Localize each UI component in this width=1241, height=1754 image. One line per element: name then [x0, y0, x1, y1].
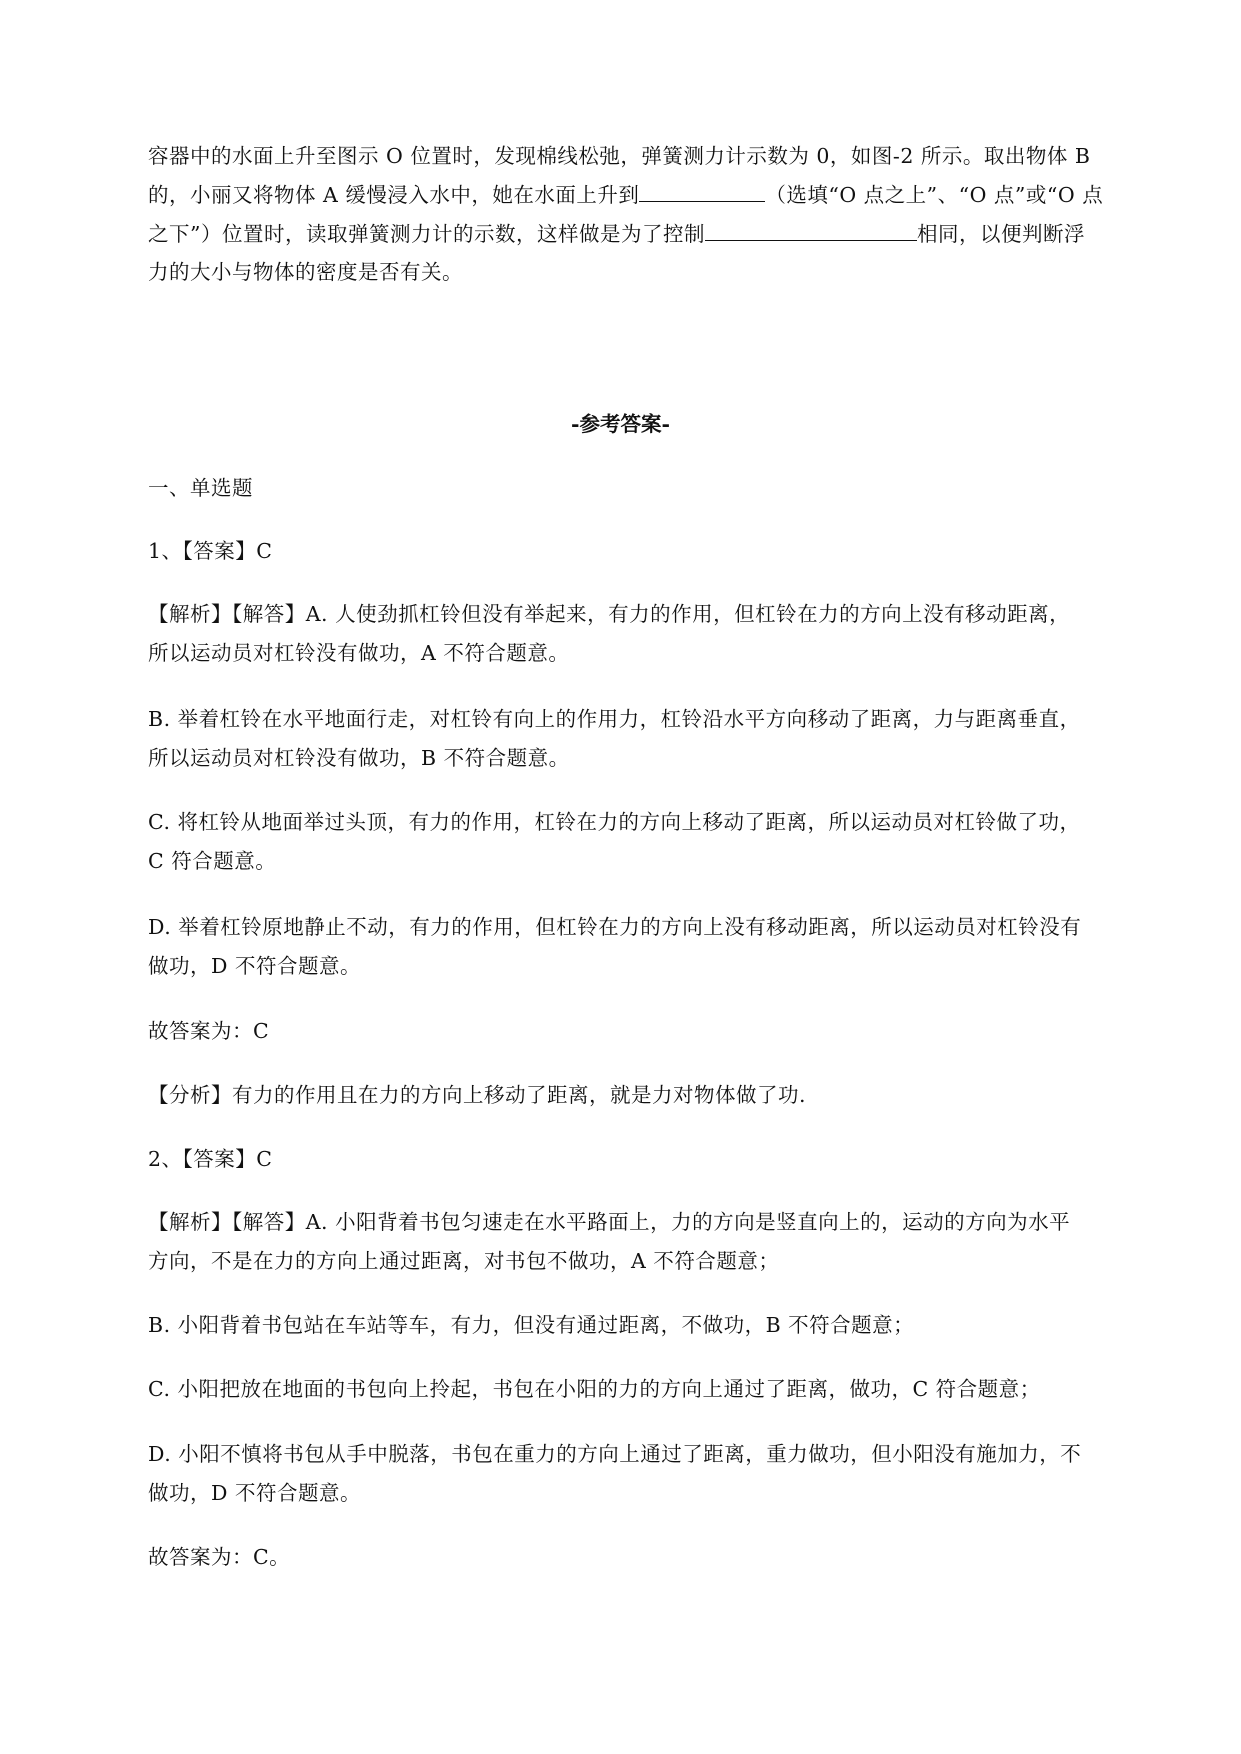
q2-analysis-line: 做功，D 不符合题意。	[148, 1481, 361, 1505]
q1-analysis-line: 做功，D 不符合题意。	[148, 954, 361, 978]
question-line: 力的大小与物体的密度是否有关。	[148, 260, 463, 284]
q1-analysis-line: C 符合题意。	[148, 849, 277, 873]
section-title: 一、单选题	[148, 476, 253, 500]
answer-blank	[639, 181, 765, 202]
question-text: 的，小丽又将物体 A 缓慢浸入水中，她在水面上升到	[148, 183, 640, 207]
q1-analysis-line: 所以运动员对杠铃没有做功，A 不符合题意。	[148, 641, 570, 665]
question-text: 相同，以便判断浮	[916, 222, 1085, 246]
question-text: （选填“O 点之上”、“O 点”或“O 点	[765, 183, 1104, 207]
q1-analysis-line: 所以运动员对杠铃没有做功，B 不符合题意。	[148, 746, 570, 770]
q1-final-answer: 故答案为：C	[148, 1019, 270, 1043]
q1-analysis-line: D. 举着杠铃原地静止不动，有力的作用，但杠铃在力的方向上没有移动距离，所以运动员对杠铃没有	[148, 915, 1082, 939]
q2-final-answer: 故答案为：C。	[148, 1545, 291, 1569]
q2-analysis-line: B. 小阳背着书包站在车站等车，有力，但没有通过距离，不做功，B 不符合题意；	[148, 1313, 915, 1337]
q2-analysis-line: 方向，不是在力的方向上通过距离，对书包不做功，A 不符合题意；	[148, 1249, 780, 1273]
q1-answer: 1、【答案】C	[148, 539, 273, 563]
answers-heading: -参考答案-	[570, 412, 671, 436]
answer-blank	[705, 220, 917, 241]
q1-remark: 【分析】有力的作用且在力的方向上移动了距离，就是力对物体做了功.	[148, 1083, 807, 1107]
q2-answer: 2、【答案】C	[148, 1147, 273, 1171]
q1-analysis-line: B. 举着杠铃在水平地面行走，对杠铃有向上的作用力，杠铃沿水平方向移动了距离，力与距离垂直，	[148, 707, 1081, 731]
q2-analysis-line: D. 小阳不慎将书包从手中脱落，书包在重力的方向上通过了距离，重力做功，但小阳没有施加力，不	[148, 1442, 1082, 1466]
question-line	[148, 220, 1085, 248]
question-line: 容器中的水面上升至图示 O 位置时，发现棉线松弛，弹簧测力计示数为 0，如图-2 所示。取出物体 B	[148, 144, 1091, 168]
q1-analysis-line: C. 将杠铃从地面举过头顶，有力的作用，杠铃在力的方向上移动了距离，所以运动员对杠铃做了功，	[148, 810, 1081, 834]
question-line	[148, 181, 1103, 209]
question-text: 之下”）位置时，读取弹簧测力计的示数，这样做是为了控制	[148, 222, 705, 246]
q2-analysis-line: C. 小阳把放在地面的书包向上拎起，书包在小阳的力的方向上通过了距离，做功，C 符合题意；	[148, 1377, 1041, 1401]
q2-analysis-line: 【解析】【解答】A. 小阳背着书包匀速走在水平路面上，力的方向是竖直向上的，运动的方向为水平	[148, 1210, 1071, 1234]
q1-analysis-line: 【解析】【解答】A. 人使劲抓杠铃但没有举起来，有力的作用，但杠铃在力的方向上没有移动距离，	[148, 602, 1071, 626]
